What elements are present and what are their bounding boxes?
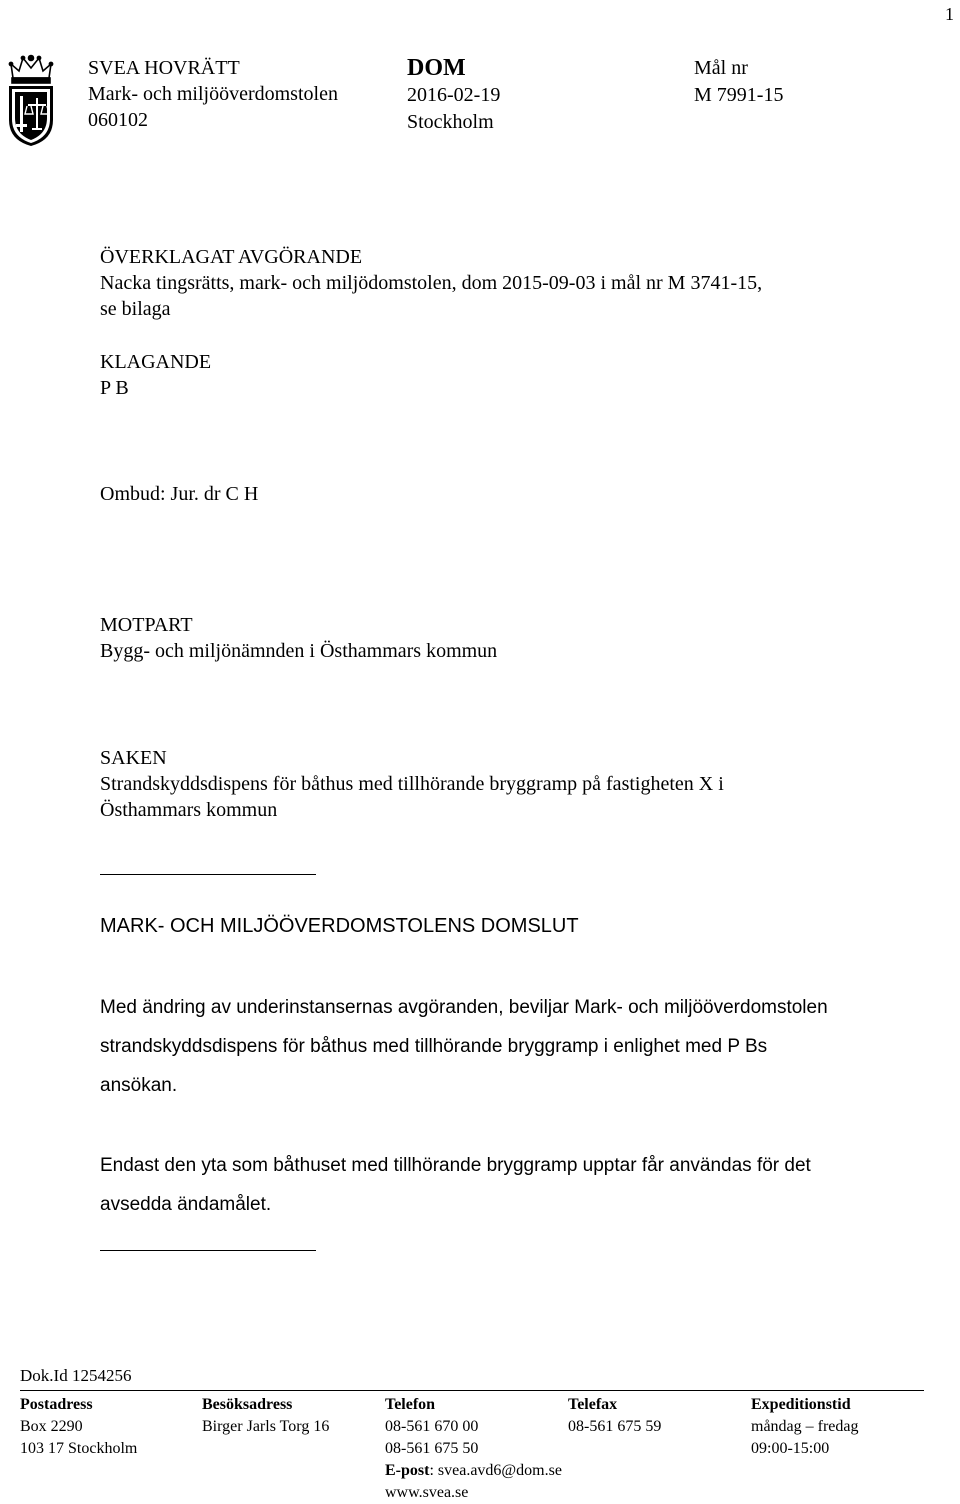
case-label: Mål nr (694, 57, 748, 79)
footer-hours-line: 09:00-15:00 (751, 1440, 830, 1457)
footer-postal-line: Box 2290 (20, 1418, 83, 1435)
document-city: Stockholm (407, 111, 494, 133)
matter-section (100, 745, 724, 823)
footer-visit-line: Birger Jarls Torg 16 (202, 1418, 330, 1435)
matter-line: Strandskyddsdispens för båthus med tillhörande bryggramp på fastigheten X i (100, 773, 724, 795)
verdict-paragraph (100, 1146, 920, 1224)
appellant-section (100, 349, 211, 401)
footer-fax-line: 08-561 675 59 (568, 1418, 662, 1435)
case-header (694, 55, 783, 109)
footer-rule (20, 1390, 924, 1391)
document-date: 2016-02-19 (407, 84, 501, 106)
footer-postal-label: Postadress (20, 1396, 93, 1413)
footer-phone-line: 08-561 670 00 (385, 1418, 479, 1435)
footer-hours (751, 1394, 859, 1460)
footer-email (385, 1460, 562, 1482)
footer-email-link[interactable]: : svea.avd6@dom.se (429, 1462, 562, 1479)
appealed-line: Nacka tingsrätts, mark- och miljödomstolen, dom 2015-09-03 i mål nr M 3741-15, (100, 272, 763, 294)
document-id: Dok.Id 1254256 (20, 1366, 132, 1385)
footer-postal-line: 103 17 Stockholm (20, 1440, 138, 1457)
court-name: SVEA HOVRÄTT (88, 57, 240, 79)
verdict-paragraph (100, 988, 920, 1105)
page-number: 1 (945, 4, 954, 24)
verdict-line: Med ändring av underinstansernas avgöranden, beviljar Mark- och miljööverdomstolen (100, 997, 828, 1018)
footer-visit-label: Besöksadress (202, 1396, 293, 1413)
verdict-heading: MARK- OCH MILJÖÖVERDOMSTOLENS DOMSLUT (100, 915, 579, 937)
court-block (88, 55, 338, 133)
verdict-line: Endast den yta som båthuset med tillhörande bryggramp upptar får användas för det (100, 1155, 811, 1176)
document-type: DOM (407, 55, 466, 81)
footer-phone-label: Telefon (385, 1396, 436, 1413)
appealed-section (100, 244, 762, 322)
case-number: M 7991-15 (694, 84, 784, 106)
appellant-representative: Ombud: Jur. dr C H (100, 483, 259, 505)
respondent-heading: MOTPART (100, 614, 193, 636)
footer-phone (385, 1394, 562, 1504)
respondent-section (100, 612, 497, 664)
footer-visit (202, 1394, 329, 1438)
court-code: 060102 (88, 109, 148, 131)
appealed-heading: ÖVERKLAGAT AVGÖRANDE (100, 246, 363, 268)
appellant-heading: KLAGANDE (100, 351, 212, 373)
matter-line: Östhammars kommun (100, 799, 278, 821)
footer-web-link[interactable]: www.svea.se (385, 1484, 469, 1501)
footer-postal (20, 1394, 137, 1460)
footer-email-label: E-post (385, 1462, 430, 1479)
verdict-line: ansökan. (100, 1075, 178, 1096)
matter-heading: SAKEN (100, 747, 167, 769)
separator-rule (100, 874, 316, 875)
appellant-name: P B (100, 377, 129, 399)
footer-fax (568, 1394, 661, 1438)
document-header (407, 55, 500, 136)
footer-fax-label: Telefax (568, 1396, 618, 1413)
separator-rule (100, 1250, 316, 1251)
footer-hours-line: måndag – fredag (751, 1418, 859, 1435)
court-division: Mark- och miljööverdomstolen (88, 83, 338, 105)
respondent-name: Bygg- och miljönämnden i Östhammars kommun (100, 640, 498, 662)
footer-hours-label: Expeditionstid (751, 1396, 851, 1413)
verdict-line: avsedda ändamålet. (100, 1194, 272, 1215)
verdict-line: strandskyddsdispens för båthus med tillhörande bryggramp i enlighet med P Bs (100, 1036, 768, 1057)
court-emblem-logo (3, 52, 59, 148)
footer-phone-line: 08-561 675 50 (385, 1440, 479, 1457)
appealed-line: se bilaga (100, 298, 171, 320)
